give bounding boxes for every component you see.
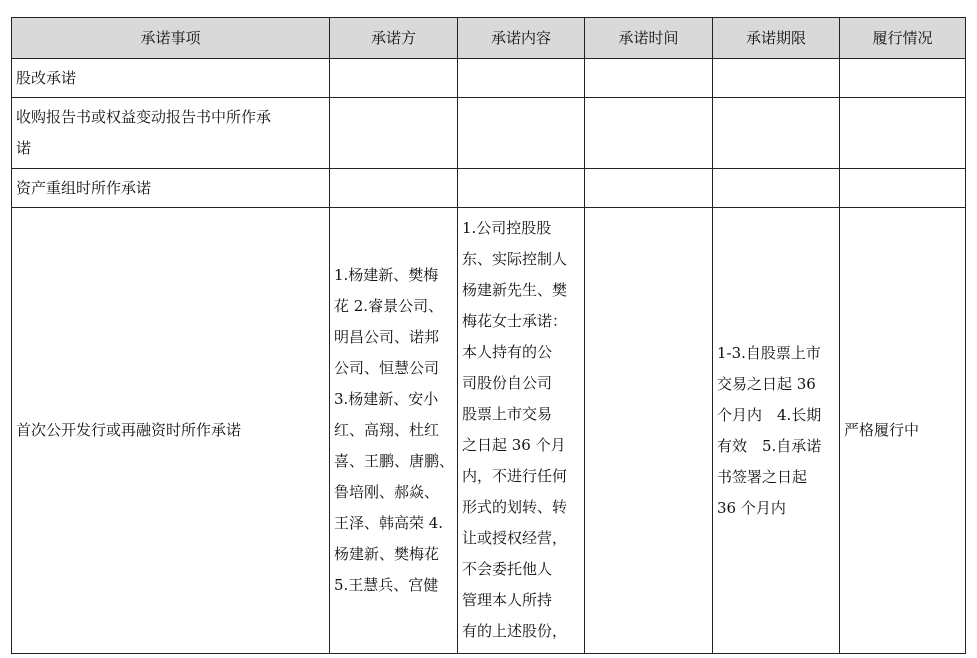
header-fulfillment-status: 履行情况 (840, 18, 966, 59)
status-cell: 严格履行中 (840, 208, 966, 654)
table-row (12, 98, 966, 169)
item-cell: 首次公开发行或再融资时所作承诺 (12, 208, 330, 654)
party-line: 明昌公司、诺邦 (334, 328, 440, 346)
empty-cell (713, 98, 840, 169)
table-row (12, 208, 966, 654)
empty-cell (330, 59, 458, 98)
empty-cell (713, 59, 840, 98)
party-line: 5.王慧兵、宫健 (334, 576, 439, 594)
content-line: 不会委托他人 (462, 560, 553, 578)
empty-cell (458, 98, 585, 169)
empty-cell (840, 59, 966, 98)
commitment-table (11, 17, 966, 654)
header-commitment-period: 承诺期限 (713, 18, 840, 59)
time-cell (585, 208, 713, 654)
content-line: 形式的划转、转 (462, 498, 568, 516)
party-line: 1.杨建新、樊梅 (334, 266, 439, 284)
content-line: 梅花女士承诺： (462, 312, 568, 330)
item-line: 诺 (16, 139, 32, 157)
empty-cell (330, 169, 458, 208)
empty-cell (585, 59, 713, 98)
party-line: 王泽、韩高荣 4. (334, 514, 444, 532)
party-line: 公司、恒慧公司 (334, 359, 440, 377)
party-line: 3.杨建新、安小 (334, 390, 439, 408)
item-line: 收购报告书或权益变动报告书中所作承 (16, 108, 272, 126)
content-line: 让或授权经营， (462, 529, 568, 547)
period-line: 交易之日起 36 (717, 374, 816, 393)
header-commitment-item: 承诺事项 (12, 18, 330, 59)
content-line: 1.公司控股股 (462, 219, 552, 237)
item-cell (12, 98, 330, 169)
period-line: 1-3.自股票上市 (717, 343, 821, 362)
content-line: 有的上述股份， (462, 622, 568, 640)
table-row (12, 59, 966, 98)
content-line: 杨建新先生、樊 (462, 281, 568, 299)
content-line: 管理本人所持 (462, 591, 553, 609)
period-line: 有效 5.自承诺 (717, 436, 822, 455)
party-cell (330, 208, 458, 654)
header-row (12, 18, 966, 59)
period-line: 书签署之日起 (717, 467, 808, 486)
content-cell (458, 208, 585, 654)
header-commitment-content: 承诺内容 (458, 18, 585, 59)
table-row (12, 169, 966, 208)
content-line: 司股份自公司 (462, 374, 553, 392)
party-line: 杨建新、樊梅花 (334, 545, 440, 563)
content-line: 东、实际控制人 (462, 250, 568, 268)
empty-cell (585, 98, 713, 169)
header-commitment-time: 承诺时间 (585, 18, 713, 59)
party-line: 喜、王鹏、唐鹏、 (334, 452, 455, 470)
party-line: 红、高翔、杜红 (334, 421, 440, 439)
empty-cell (458, 169, 585, 208)
empty-cell (330, 98, 458, 169)
empty-cell (585, 169, 713, 208)
item-cell: 资产重组时所作承诺 (12, 169, 330, 208)
period-line: 36 个月内 (717, 498, 786, 517)
party-line: 鲁培刚、郝焱、 (334, 483, 440, 501)
empty-cell (458, 59, 585, 98)
item-cell: 股改承诺 (12, 59, 330, 98)
empty-cell (840, 98, 966, 169)
content-line: 股票上市交易 (462, 405, 553, 423)
header-committing-party: 承诺方 (330, 18, 458, 59)
period-line: 个月内 4.长期 (717, 405, 822, 424)
period-cell (713, 208, 840, 654)
content-line: 内，不进行任何 (462, 467, 568, 485)
empty-cell (713, 169, 840, 208)
empty-cell (840, 169, 966, 208)
party-line: 花 2.睿景公司、 (334, 297, 444, 315)
content-line: 之日起 36 个月 (462, 436, 566, 454)
content-line: 本人持有的公 (462, 343, 553, 361)
